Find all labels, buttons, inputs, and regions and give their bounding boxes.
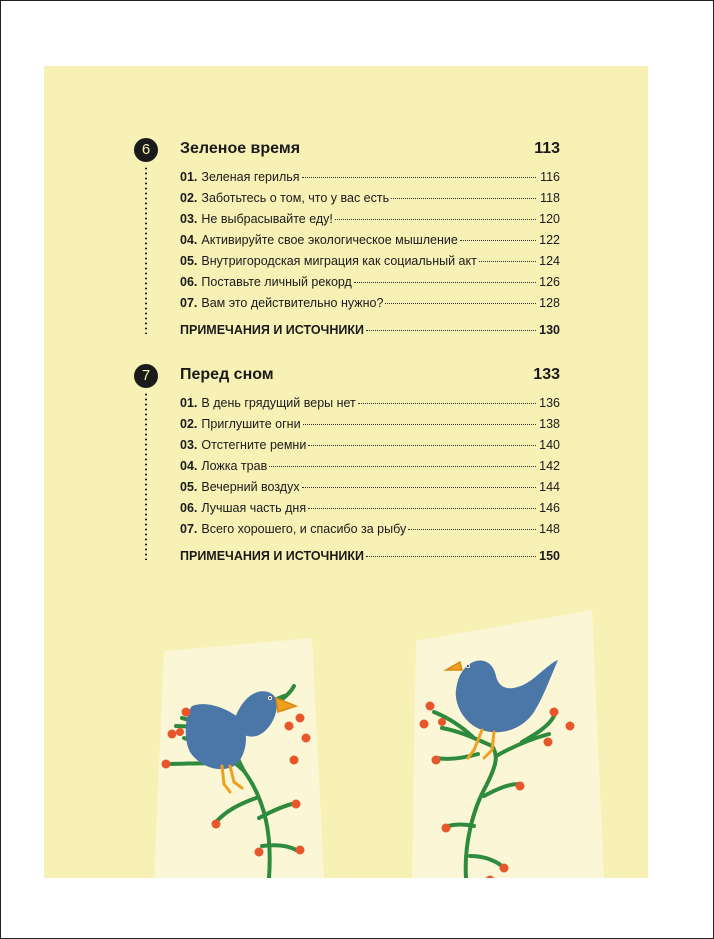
chapter-page: 113 bbox=[534, 140, 560, 157]
item-page: 138 bbox=[539, 417, 560, 431]
item-page: 126 bbox=[539, 275, 560, 289]
item-page: 120 bbox=[539, 212, 560, 226]
item-number: 07. bbox=[180, 522, 198, 536]
item-page: 122 bbox=[539, 233, 560, 247]
item-number: 02. bbox=[180, 191, 198, 205]
item-title: Лучшая часть дня bbox=[201, 501, 307, 515]
item-title: Вам это действительно нужно? bbox=[201, 296, 384, 310]
chapter-number-badge: 7 bbox=[134, 364, 158, 388]
item-page: 144 bbox=[539, 480, 560, 494]
item-page: 148 bbox=[539, 522, 560, 536]
notes-title: ПРИМЕЧАНИЯ И ИСТОЧНИКИ bbox=[180, 323, 364, 337]
item-page: 124 bbox=[539, 254, 560, 268]
notes-title: ПРИМЕЧАНИЯ И ИСТОЧНИКИ bbox=[180, 549, 364, 563]
paper-patch bbox=[412, 610, 604, 878]
item-number: 07. bbox=[180, 296, 198, 310]
item-number: 04. bbox=[180, 233, 198, 247]
item-title: Активируйте свое экологическое мышление bbox=[201, 233, 458, 247]
item-title: Поставьте личный рекорд bbox=[201, 275, 352, 289]
item-title: Заботьтесь о том, что у вас есть bbox=[201, 191, 390, 205]
item-number: 03. bbox=[180, 438, 198, 452]
item-number: 05. bbox=[180, 254, 198, 268]
item-number: 06. bbox=[180, 275, 198, 289]
notes-page: 130 bbox=[539, 323, 560, 337]
item-page: 128 bbox=[539, 296, 560, 310]
chapter-page: 133 bbox=[533, 366, 560, 383]
item-number: 05. bbox=[180, 480, 198, 494]
item-page: 116 bbox=[540, 170, 560, 184]
book-page bbox=[44, 66, 648, 878]
item-page: 118 bbox=[540, 191, 560, 205]
item-title: Внутригородская миграция как социальный акт bbox=[201, 254, 477, 268]
item-title: В день грядущий веры нет bbox=[201, 396, 356, 410]
item-title: Ложка трав bbox=[201, 459, 268, 473]
item-page: 142 bbox=[539, 459, 560, 473]
item-title: Не выбрасывайте еду! bbox=[201, 212, 333, 226]
item-number: 03. bbox=[180, 212, 198, 226]
item-title: Всего хорошего, и спасибо за рыбу bbox=[201, 522, 407, 536]
item-page: 140 bbox=[539, 438, 560, 452]
item-title: Отстегните ремни bbox=[201, 438, 307, 452]
notes-page: 150 bbox=[539, 549, 560, 563]
chapter-title[interactable]: Зеленое время bbox=[180, 140, 301, 157]
item-number: 01. bbox=[180, 170, 198, 184]
item-page: 146 bbox=[539, 501, 560, 515]
item-number: 02. bbox=[180, 417, 198, 431]
bird-branches-illustration bbox=[44, 66, 648, 878]
item-title: Приглушите огни bbox=[201, 417, 301, 431]
item-number: 06. bbox=[180, 501, 198, 515]
chapter-title[interactable]: Перед сном bbox=[180, 366, 274, 383]
item-number: 01. bbox=[180, 396, 198, 410]
item-page: 136 bbox=[539, 396, 560, 410]
item-title: Зеленая герилья bbox=[201, 170, 300, 184]
item-number: 04. bbox=[180, 459, 198, 473]
chapter-number-badge: 6 bbox=[134, 138, 158, 162]
item-title: Вечерний воздух bbox=[201, 480, 300, 494]
